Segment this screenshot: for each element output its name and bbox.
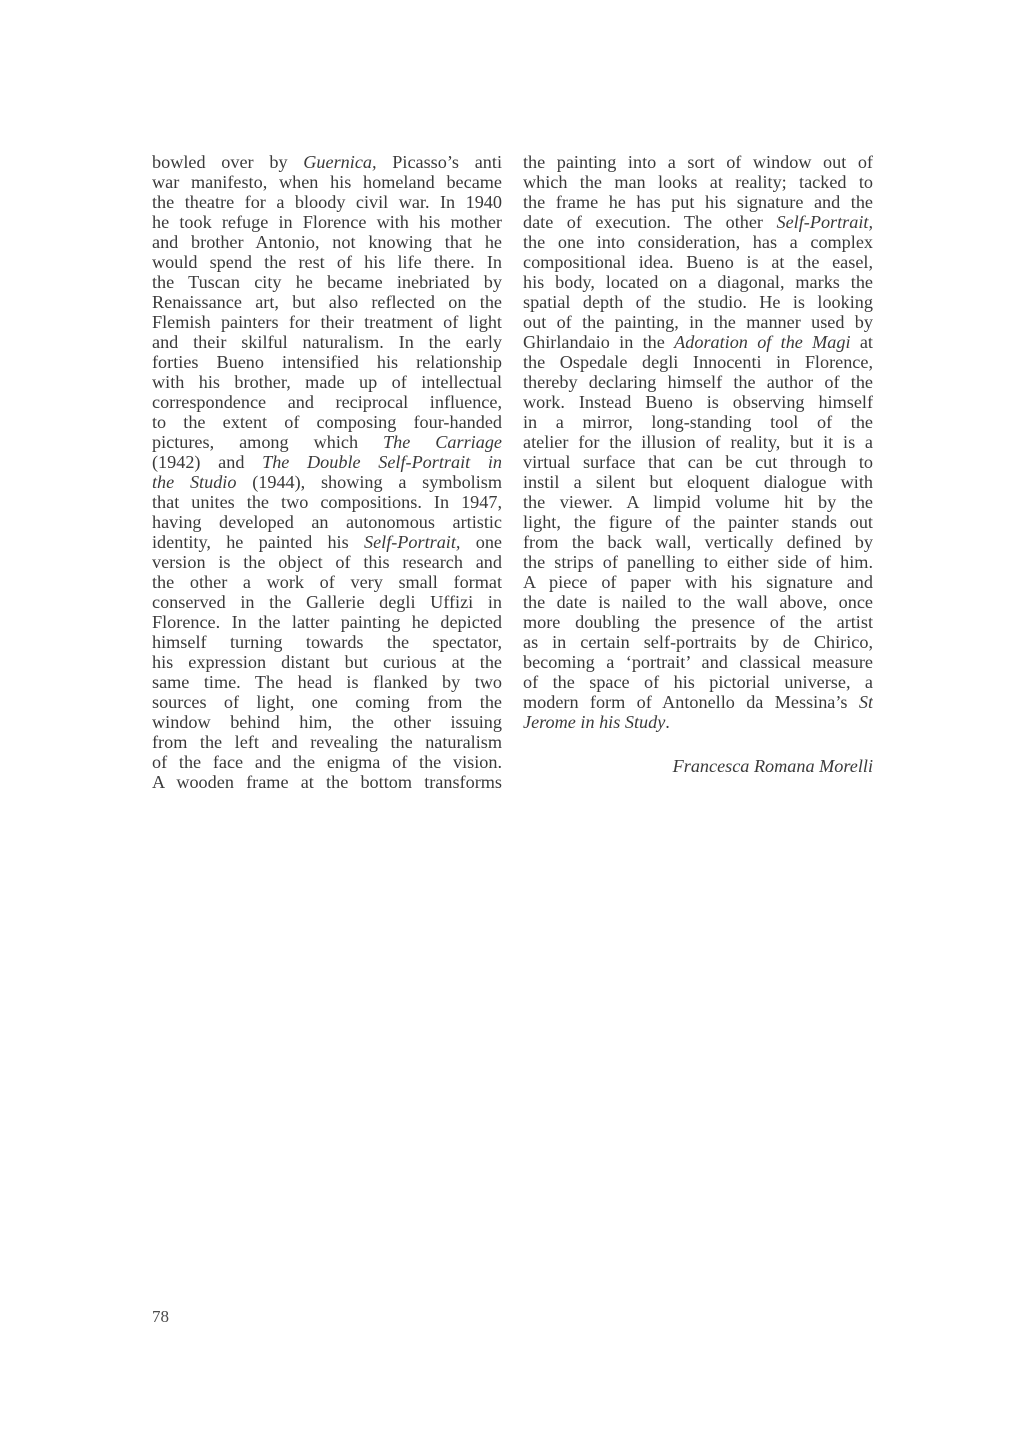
text-line — [523, 612, 873, 632]
text-line — [523, 472, 873, 492]
italic-title-run: the Studio — [152, 472, 237, 492]
text-line — [152, 332, 502, 352]
italic-title-run: Guernica, — [303, 152, 377, 172]
text-run: thereby declaring himself the author of the — [523, 372, 873, 392]
text-run: the one into consideration, has a complex — [523, 232, 873, 252]
text-run: date of execution. The other — [523, 212, 777, 232]
text-line — [152, 252, 502, 272]
text-run: light, the figure of the painter stands out — [523, 512, 873, 532]
text-line — [523, 232, 873, 252]
text-line — [523, 372, 873, 392]
text-run: window behind him, the other issuing — [152, 712, 502, 732]
text-line — [152, 692, 502, 712]
text-run: out of the painting, in the manner used by — [523, 312, 873, 332]
text-run: . — [665, 712, 670, 732]
text-run: spatial depth of the studio. He is looking — [523, 292, 873, 312]
author-signature: Francesca Romana Morelli — [672, 756, 873, 776]
text-run: from the back wall, vertically defined by — [523, 532, 873, 552]
text-line — [152, 592, 502, 612]
text-run: of the space of his pictorial universe, a — [523, 672, 873, 692]
text-line — [523, 292, 873, 312]
text-line — [152, 312, 502, 332]
text-line — [523, 352, 873, 372]
text-run: the other a work of very small format — [152, 572, 502, 592]
text-line — [152, 372, 502, 392]
text-run: Picasso’s anti — [376, 152, 502, 172]
text-run: (1942) and — [152, 452, 263, 472]
text-line — [523, 652, 873, 672]
text-run: having developed an autonomous artistic — [152, 512, 502, 532]
text-line — [523, 432, 873, 452]
text-line — [523, 492, 873, 512]
text-line — [152, 492, 502, 512]
text-run: becoming a ‘portrait’ and classical measure — [523, 652, 873, 672]
text-line — [152, 472, 502, 492]
text-line — [523, 152, 873, 172]
text-run: to the extent of composing four-handed — [152, 412, 502, 432]
text-line — [523, 692, 873, 712]
right-text-column — [523, 152, 873, 732]
text-line — [152, 192, 502, 212]
text-run: the Ospedale degli Innocenti in Florence, — [523, 352, 873, 372]
text-line — [152, 572, 502, 592]
text-run: sources of light, one coming from the — [152, 692, 502, 712]
text-run: and their skilful naturalism. In the early — [152, 332, 502, 352]
text-line — [152, 552, 502, 572]
text-line — [152, 672, 502, 692]
italic-title-run: Jerome in his Study — [523, 712, 666, 732]
text-run: modern form of Antonello da Messina’s — [523, 692, 859, 712]
text-line — [152, 452, 502, 472]
text-run: the viewer. A limpid volume hit by the — [523, 492, 873, 512]
text-run: instil a silent but eloquent dialogue with — [523, 472, 873, 492]
text-line — [152, 652, 502, 672]
text-run: Flemish painters for their treatment of light — [152, 312, 502, 332]
text-line — [523, 192, 873, 212]
text-run: version is the object of this research and — [152, 552, 502, 572]
text-run: the Tuscan city he became inebriated by — [152, 272, 502, 292]
text-run: work. Instead Bueno is observing himself — [523, 392, 873, 412]
text-run: his body, located on a diagonal, marks the — [523, 272, 873, 292]
text-run: in a mirror, long-standing tool of the — [523, 412, 873, 432]
text-run: the frame he has put his signature and the — [523, 192, 873, 212]
text-line — [523, 252, 873, 272]
text-line — [152, 212, 502, 232]
text-line — [152, 752, 502, 772]
text-line — [152, 292, 502, 312]
italic-title-run: Self-Portrait, — [776, 212, 873, 232]
italic-title-run: St — [858, 692, 873, 712]
text-run: war manifesto, when his homeland became — [152, 172, 502, 192]
page-number: 78 — [152, 1307, 169, 1326]
text-line — [152, 512, 502, 532]
text-line — [152, 532, 502, 552]
text-line — [152, 632, 502, 652]
text-line — [152, 272, 502, 292]
text-line — [523, 592, 873, 612]
text-run: the theatre for a bloody civil war. In 1940 — [152, 192, 502, 212]
text-line — [152, 352, 502, 372]
text-run: the date is nailed to the wall above, once — [523, 592, 873, 612]
text-run: atelier for the illusion of reality, but it is a — [523, 432, 873, 452]
text-line — [152, 712, 502, 732]
text-run: identity, he painted his — [152, 532, 364, 552]
text-line — [523, 212, 873, 232]
text-run: correspondence and reciprocal influence, — [152, 392, 502, 412]
text-run: with his brother, made up of intellectual — [152, 372, 502, 392]
text-line — [523, 272, 873, 292]
text-run: would spend the rest of his life there. In — [152, 252, 502, 272]
text-line — [152, 432, 502, 452]
text-line — [523, 632, 873, 652]
text-run: (1944), showing a symbolism — [236, 472, 502, 492]
text-run: which the man looks at reality; tacked to — [523, 172, 873, 192]
text-line — [523, 512, 873, 532]
text-run: forties Bueno intensified his relationship — [152, 352, 502, 372]
text-run: A wooden frame at the bottom transforms — [152, 772, 502, 792]
text-line — [523, 712, 873, 732]
text-run: and brother Antonio, not knowing that he — [152, 232, 502, 252]
text-run: of the face and the enigma of the vision. — [152, 752, 502, 772]
text-line — [523, 452, 873, 472]
text-line — [152, 232, 502, 252]
text-run: the painting into a sort of window out of — [523, 152, 873, 172]
text-line — [523, 672, 873, 692]
text-run: virtual surface that can be cut through to — [523, 452, 873, 472]
text-line — [523, 312, 873, 332]
text-line — [523, 332, 873, 352]
text-line — [523, 572, 873, 592]
text-line — [152, 392, 502, 412]
text-run: Florence. In the latter painting he depicted — [152, 612, 502, 632]
text-run: one — [460, 532, 502, 552]
text-line — [152, 772, 502, 792]
italic-title-run: Self-Portrait, — [363, 532, 461, 552]
text-line — [152, 612, 502, 632]
text-run: he took refuge in Florence with his mother — [152, 212, 502, 232]
text-line — [152, 172, 502, 192]
text-run: that unites the two compositions. In 1947, — [152, 492, 502, 512]
text-run: at — [850, 332, 873, 352]
text-run: Ghirlandaio in the — [523, 332, 675, 352]
text-run: from the left and revealing the naturalism — [152, 732, 502, 752]
text-run: compositional idea. Bueno is at the easel, — [523, 252, 873, 272]
text-run: same time. The head is flanked by two — [152, 672, 502, 692]
text-line — [523, 392, 873, 412]
text-run: bowled over by — [152, 152, 304, 172]
text-run: conserved in the Gallerie degli Uffizi in — [152, 592, 502, 612]
left-text-column — [152, 152, 502, 792]
text-line — [523, 172, 873, 192]
text-line — [152, 412, 502, 432]
text-line — [523, 412, 873, 432]
italic-title-run: The Double Self-Portrait in — [262, 452, 502, 472]
text-run: the strips of panelling to either side of him. — [523, 552, 873, 572]
text-run: his expression distant but curious at the — [152, 652, 502, 672]
text-run: himself turning towards the spectator, — [152, 632, 502, 652]
italic-title-run: Adoration of the Magi — [674, 332, 851, 352]
text-run: Renaissance art, but also reflected on the — [152, 292, 502, 312]
text-run: more doubling the presence of the artist — [523, 612, 873, 632]
text-run: as in certain self-portraits by de Chirico, — [523, 632, 873, 652]
text-line — [523, 552, 873, 572]
text-run: pictures, among which — [152, 432, 384, 452]
text-line — [152, 152, 502, 172]
text-line — [523, 532, 873, 552]
text-line — [152, 732, 502, 752]
italic-title-run: The Carriage — [383, 432, 502, 452]
text-run: A piece of paper with his signature and — [523, 572, 873, 592]
